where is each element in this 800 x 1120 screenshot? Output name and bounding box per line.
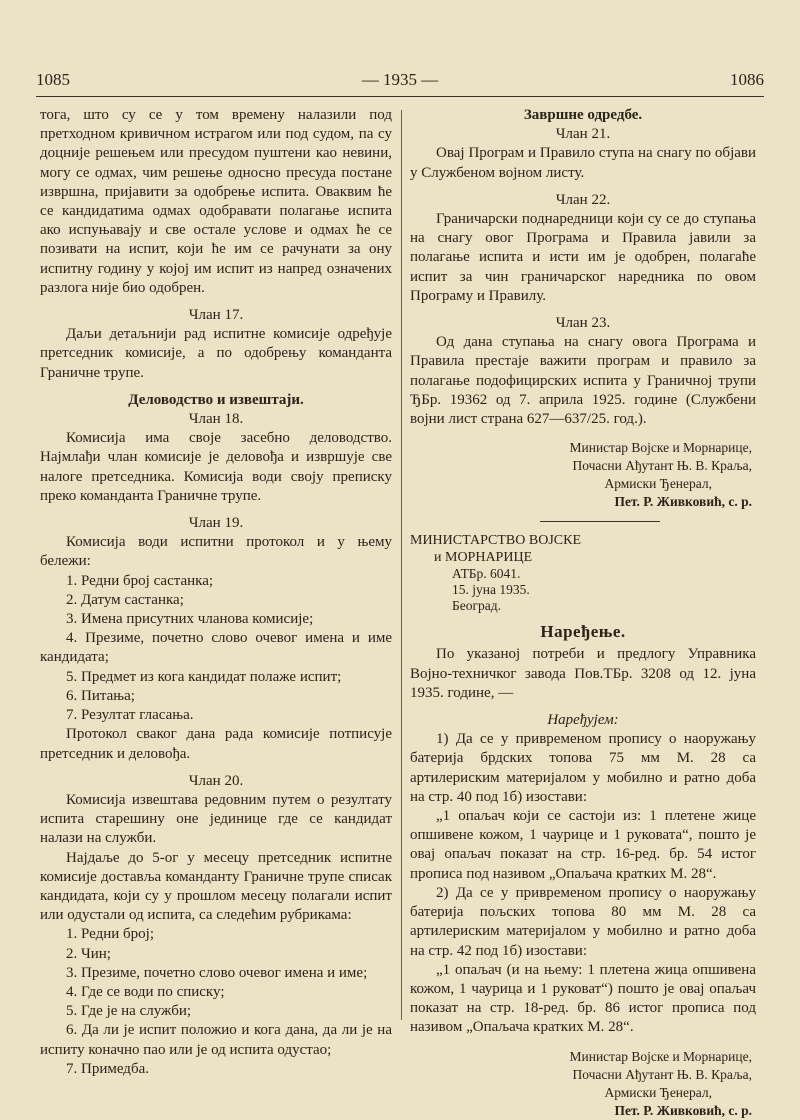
list-item: 2. Датум састанка; [66, 591, 184, 608]
article-19-text: Комисија води испитни протокол и у њему бележи: [40, 534, 392, 570]
section-heading-records: Деловодство и извештаји. [128, 391, 304, 408]
list-item: 7. Резултат гласања. [66, 707, 194, 724]
list-item: 1. Редни број; [66, 926, 155, 943]
list-item: 6. Питања; [66, 687, 135, 704]
order-intro: По указаној потреби и предлогу Управника Војно-техничког завода Пов.ТБр. 3208 од 12. јуна 1935. године, — [410, 646, 756, 701]
order-item-1: 1) Да се у привременом пропису о наоружању батерија брдских топова 75 мм М. 28 са артилериским материјалом у мобилно и ратно доба на стр. 40 под 1б) изостави: [410, 731, 756, 805]
signature-block-2 [410, 1048, 756, 1120]
header-rule [36, 96, 764, 97]
article-19-list [40, 572, 392, 726]
list-item: 6. Да ли је испит положио и кога дана, да ли је на испиту коначно пао или је од испита одустао; [40, 1022, 392, 1058]
list-item: 7. Примедба. [66, 1060, 149, 1077]
page-header [36, 70, 764, 96]
list-item: 3. Презиме, почетно слово очевог имена и име; [66, 964, 368, 981]
list-item: 4. Презиме, почетно слово очевог имена и име кандидата; [40, 630, 392, 666]
year-heading: — 1935 — [361, 70, 439, 89]
signature-name: Пет. Р. Живковић, с. р. [614, 494, 752, 510]
signature-line: Армиски Ђенерал, [604, 1084, 712, 1100]
signature-line: Министар Војске и Морнарице, [569, 1048, 752, 1064]
ministry-place: Београд. [452, 598, 502, 614]
order-title: Наређење. [540, 622, 626, 642]
paragraph-continuation: тога, што су се у том времену налазили под претходном кривичном истрагом или под судом, па су доцније решењем или пресудом пуштени као невини, могу се одмах, чим решење односно пресуда постане извршна, пријавити за одобрење испита. Оваквим ће се кандидатима одмах одобравати полагање испита ако испуњавају и све остале услове и одмах ће се позивати на испит, који ће им се рачунати за ону испитну годину у којој им испит из напред означених разлога није био одобрен. [40, 107, 392, 296]
article-20-heading: Члан 20. [188, 772, 244, 789]
ministry-name: МИНИСТАРСТВО ВОЈСКЕ [410, 533, 582, 549]
signature-line: Почасни Ађутант Њ. В. Краља, [572, 458, 752, 474]
article-22-heading: Члан 22. [555, 191, 611, 208]
section-divider [540, 521, 660, 522]
order-item-2: 2) Да се у привременом пропису о наоружању батерија пољских топова 80 мм М. 28 са артилериским материјалом у мобилно и ратно доба на стр. 42 под 1б) изостави: [410, 884, 756, 959]
article-18-heading: Члан 18. [188, 411, 244, 428]
right-column [410, 106, 756, 1120]
article-17-heading: Члан 17. [188, 307, 244, 324]
left-page-number: 1085 [36, 70, 70, 89]
order-keyword: Наређујем: [547, 712, 619, 729]
article-21-heading: Члан 21. [555, 126, 611, 143]
article-23-text: Од дана ступања на снагу овога Програма и Правила престаје важити програм и правило за полагање подофицирских испита у Граничној трупи ЂБр. 19362 од 7. априла 1925. године (Службени војни лист страна 627—637/25. год.). [410, 334, 756, 428]
ministry-reference-number: АТБр. 6041. [452, 566, 521, 582]
order-item-2-quote: „1 опаљач (и на њему: 1 плетена жица опшивена кожом, 1 чаурица и 1 руковат“) пошто је овај опаљач показат на стр. 18-ред. бр. 86 истог прописа под називом „Опаљача кратких М. 28“. [410, 961, 756, 1036]
article-17-text: Даљи детаљнији рад испитне комисије одређује претседник комисије, а по одобрењу команданта Граничне трупе. [40, 326, 392, 381]
article-20-text-b: Најдаље до 5-ог у месецу претседник испитне комисије доставља команданту Граничне трупе списак кандидата, који су у прошлом месецу полагали испит или одустали од испита, са следећим рубрикама: [40, 849, 392, 924]
order-item-1-quote: „1 опаљач који се састоји из: 1 плетене жице опшивене кожом, 1 чаурице и 1 руковата“, пошто је овај опаљач показат на стр. 16-ред. бр. 54 истог прописа под називом „Опаљача кратких М. 28“. [410, 808, 756, 882]
list-item: 1. Редни број састанка; [66, 572, 214, 589]
ministry-name-2: и МОРНАРИЦЕ [434, 550, 533, 566]
article-18-text: Комисија има своје засебно деловодство. Најмлађи члан комисије је деловођа и извршује све налоге претседника. Комисија води своју преписку преко команданта Граничне трупе. [40, 430, 392, 504]
column-divider [401, 110, 402, 1020]
list-item: 4. Где се води по списку; [66, 983, 225, 1000]
list-item: 3. Имена присутних чланова комисије; [66, 611, 314, 628]
ministry-date: 15. јуна 1935. [452, 582, 530, 598]
article-22-text: Граничарски поднаредници који су се до ступања на снагу овог Програма и Правила јавили за полагање испита и исти им је одобрен, полагаће испит за чин граничарског наредника по овом Програму и Правилу. [410, 211, 756, 304]
right-page-number: 1086 [730, 70, 764, 89]
list-item: 2. Чин; [66, 945, 111, 962]
signature-line: Министар Војске и Морнарице, [569, 440, 752, 456]
ministry-reference [410, 532, 756, 614]
article-20-list [40, 925, 392, 1079]
section-heading-final: Завршне одредбе. [523, 107, 643, 123]
signature-line: Армиски Ђенерал, [604, 476, 712, 492]
left-column [40, 106, 392, 1079]
article-23-heading: Члан 23. [555, 315, 611, 332]
list-item: 5. Предмет из кога кандидат полаже испит; [66, 668, 342, 685]
signature-name: Пет. Р. Живковић, с. р. [614, 1102, 752, 1118]
article-19-protocol-text: Протокол сваког дана рада комисије потписује претседник и деловођа. [40, 726, 392, 762]
article-20-text-a: Комисија извештава редовним путем о резултату испита старешину оне јединице где се кандидат налази на служби. [40, 791, 392, 847]
article-21-text: Овај Програм и Правило ступа на снагу по објави у Службеном војном листу. [410, 145, 756, 181]
signature-line: Почасни Ађутант Њ. В. Краља, [572, 1066, 752, 1082]
list-item: 5. Где је на служби; [66, 1003, 192, 1020]
article-19-heading: Члан 19. [188, 515, 244, 532]
signature-block-1 [410, 439, 756, 511]
